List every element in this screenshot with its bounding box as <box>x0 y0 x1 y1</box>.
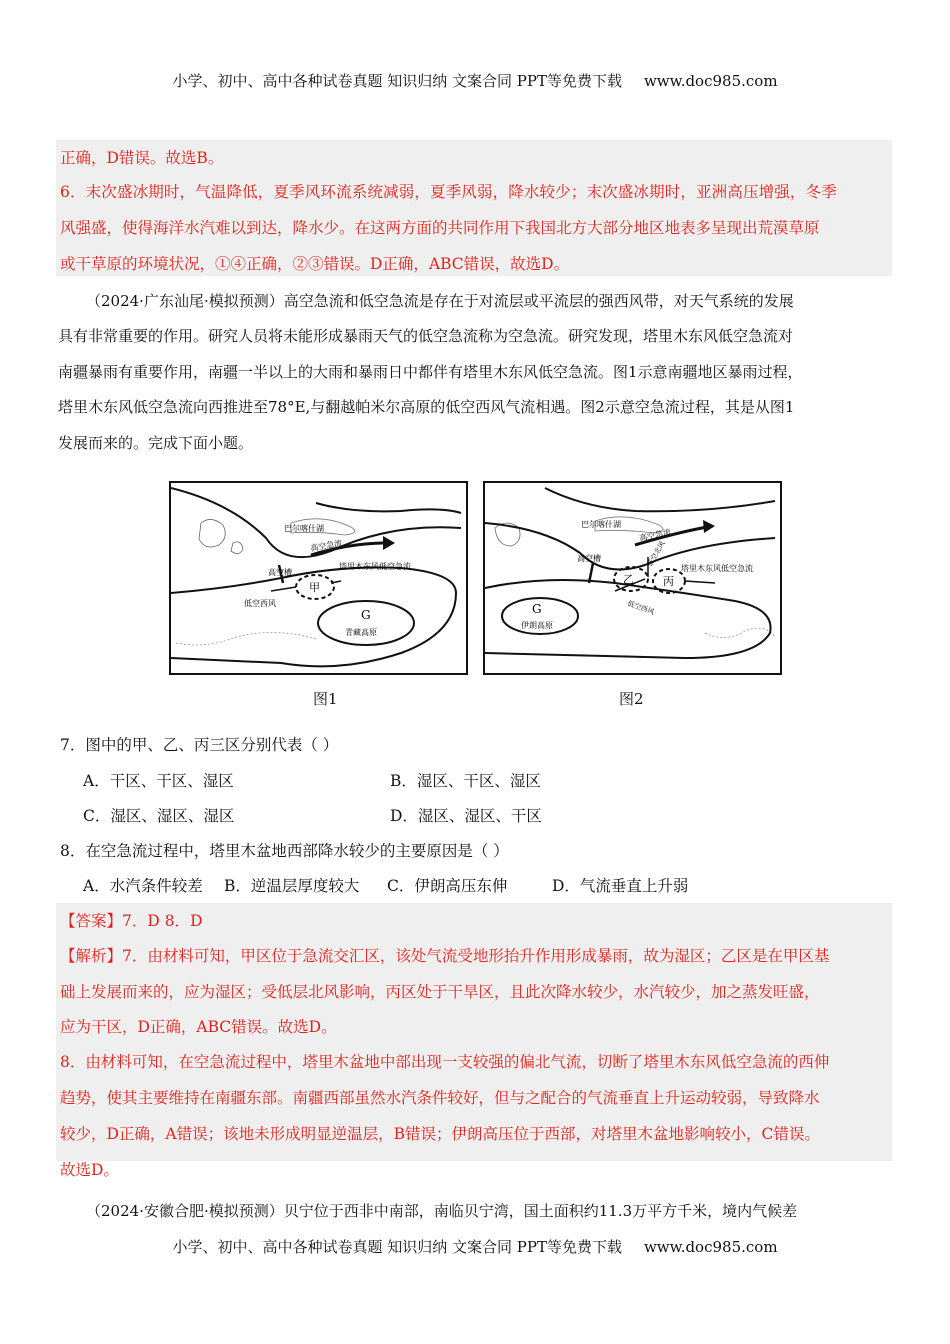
contour-line <box>485 580 771 658</box>
header-text: 小学、初中、高中各种试卷真题 知识归纳 文案合同 PPT等免费下载 <box>172 72 622 90</box>
label-g: G <box>532 602 542 616</box>
answer-text: 7．D 8．D <box>122 912 203 930</box>
q8-option-d[interactable]: D．气流垂直上升弱 <box>552 877 689 895</box>
q7-stem: 7．图中的甲、乙、丙三区分别代表（ ） <box>60 736 339 754</box>
arrow-head <box>703 520 715 533</box>
arrow-head <box>383 536 395 550</box>
footer-text: 小学、初中、高中各种试卷真题 知识归纳 文案合同 PPT等免费下载 <box>172 1238 622 1256</box>
contour-line <box>316 503 461 513</box>
label-zone-bing: 丙 <box>663 575 674 588</box>
border-line <box>176 632 316 645</box>
label-plateau: 青藏高原 <box>345 628 377 637</box>
label-westerly: 低空西风 <box>626 599 656 617</box>
label-north-wind: 低空北风 <box>645 539 667 568</box>
label-east-jet: 塔里木东风低空急流 <box>681 564 753 573</box>
q7-option-b[interactable]: B．湿区、干区、湿区 <box>390 772 541 790</box>
label-trough: 高空槽 <box>268 568 292 577</box>
contour-line <box>545 488 775 511</box>
figure-2-caption: 图2 <box>619 690 644 708</box>
label-lake: 巴尔喀什湖 <box>284 524 324 533</box>
border-line <box>705 628 775 637</box>
q7-option-c[interactable]: C．湿区、湿区、湿区 <box>83 807 235 825</box>
next-material-line: （2024·安徽合肥·模拟预测）贝宁位于西非中南部，南临贝宁湾，国土面积约11.3万平方千米，境内气候差 <box>86 1202 798 1220</box>
analysis-line: 故选D。 <box>60 1161 119 1179</box>
footer-site-link[interactable]: www.doc985.com <box>643 1238 778 1256</box>
q7-option-a[interactable]: A．干区、干区、湿区 <box>83 772 234 790</box>
analysis-text: 7．由材料可知，甲区位于急流交汇区，该处气流受地形抬升作用形成暴雨，故为湿区；乙区是在甲区基 <box>122 947 830 965</box>
analysis-line: 应为干区，D正确，ABC错误。故选D。 <box>60 1018 337 1036</box>
figure-1-svg <box>171 483 466 673</box>
page-header <box>0 70 950 91</box>
analysis-line: 较少，D正确，A错误；该地未形成明显逆温层，B错误；伊朗高压位于西部，对塔里木盆地影响较小，C错误。 <box>60 1125 820 1143</box>
analysis-line <box>60 944 829 966</box>
contour-line <box>485 523 775 569</box>
label-plateau: 伊朗高原 <box>521 621 553 630</box>
label-zone-jia: 甲 <box>309 581 320 594</box>
material-line: （2024·广东汕尾·模拟预测）高空急流和低空急流是存在于对流层或平流层的强西风带，对天气系统的发展 <box>86 292 794 310</box>
prev-answer-line: 6．末次盛冰期时，气温降低，夏季风环流系统减弱，夏季风弱，降水较少；末次盛冰期时，亚洲高压增强，冬季 <box>60 183 837 201</box>
material-line: 发展而来的。完成下面小题。 <box>58 434 254 452</box>
q7-option-d[interactable]: D．湿区、湿区、干区 <box>390 807 542 825</box>
material-line: 塔里木东风低空急流向西推进至78°E,与翻越帕米尔高原的低空西风气流相遇。图2示意空急流过程，其是从图1 <box>58 398 795 416</box>
figure-2-svg <box>485 483 780 673</box>
label-westerly: 低空西风 <box>244 599 276 608</box>
figure-1-caption: 图1 <box>313 690 338 708</box>
coastline-shape <box>199 519 225 547</box>
prev-answer-line: 正确，D错误。故选B。 <box>60 149 224 167</box>
page-footer <box>0 1236 950 1257</box>
q8-option-a[interactable]: A．水汽条件较差 <box>83 877 203 895</box>
material-line: 具有非常重要的作用。研究人员将未能形成暴雨天气的低空急流称为空急流。研究发现，塔里木东风低空急流对 <box>58 327 794 345</box>
label-high-jet: 高空急流 <box>309 538 343 553</box>
prev-answer-line: 风强盛，使得海洋水汽难以到达，降水少。在这两方面的共同作用下我国北方大部分地区地表多呈现出荒漠草原 <box>60 219 820 237</box>
answer-line <box>60 909 203 931</box>
analysis-line: 础上发展而来的，应为湿区；受低层北风影响，丙区处于干旱区，且此次降水较少，水汽较少，加之蒸发旺盛， <box>60 983 820 1001</box>
q8-option-c[interactable]: C．伊朗高压东伸 <box>387 877 508 895</box>
figure-1-map <box>169 481 468 675</box>
label-high-jet: 高空急流 <box>638 527 672 543</box>
east-jet-arrow <box>685 581 715 583</box>
label-east-jet: 塔里木东风低空急流 <box>339 562 411 571</box>
analysis-label: 【解析】 <box>60 947 123 965</box>
answer-label: 【答案】 <box>60 912 123 930</box>
prev-answer-line: 或干草原的环境状况，①④正确，②③错误。D正确，ABC错误，故选D。 <box>60 255 570 273</box>
label-g: G <box>361 608 371 622</box>
figure-2-map <box>483 481 782 675</box>
westerly-arrow <box>271 587 296 591</box>
analysis-line: 趋势，使其主要维持在南疆东部。南疆西部虽然水汽条件较好，但与之配合的气流垂直上升运动较弱，导致降水 <box>60 1089 820 1107</box>
material-line: 南疆暴雨有重要作用，南疆一半以上的大雨和暴雨日中都伴有塔里木东风低空急流。图1示意南疆地区暴雨过程， <box>58 363 803 381</box>
coastline-shape <box>231 542 243 554</box>
label-lake: 巴尔喀什湖 <box>581 520 621 529</box>
label-trough: 高空槽 <box>577 554 601 563</box>
q8-option-b[interactable]: B．逆温层厚度较大 <box>224 877 360 895</box>
header-site-link[interactable]: www.doc985.com <box>643 72 778 90</box>
analysis-line: 8．由材料可知，在空急流过程中，塔里木盆地中部出现一支较强的偏北气流，切断了塔里木东风低空急流的西伸 <box>60 1053 830 1071</box>
q8-stem: 8．在空急流过程中，塔里木盆地西部降水较少的主要原因是（ ） <box>60 842 509 860</box>
label-zone-yi: 乙 <box>623 573 634 586</box>
